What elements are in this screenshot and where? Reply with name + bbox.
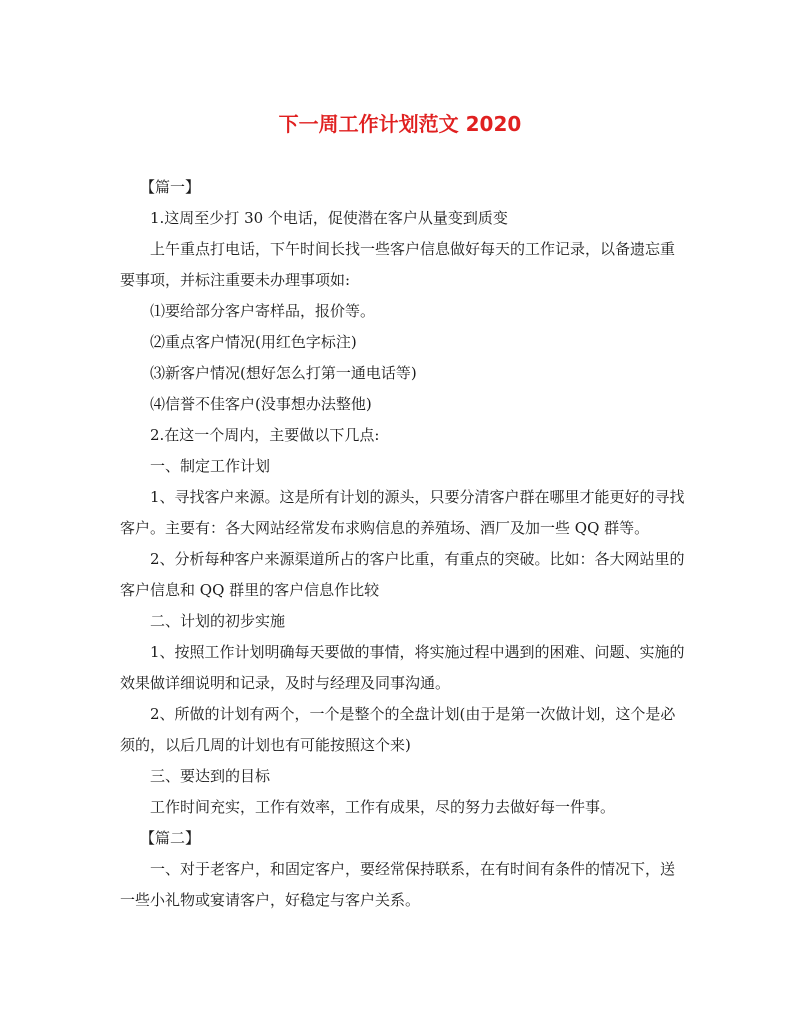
paragraph: 工作时间充实，工作有效率，工作有成果，尽的努力去做好每一件事。 (150, 798, 616, 816)
paragraph: 2、所做的计划有两个，一个是整个的全盘计划(由于是第一次做计划，这个是必须的，以后几周的计划也有可能按照这个来) (120, 705, 676, 754)
document-body (120, 172, 685, 916)
list-item: ⑴要给部分客户寄样品，报价等。 (150, 302, 376, 320)
paragraph: 一、对于老客户，和固定客户，要经常保持联系，在有时间有条件的情况下，送一些小礼物或宴请客户，好稳定与客户关系。 (120, 860, 676, 909)
paragraph: 1.这周至少打 30 个电话，促使潜在客户从量变到质变 (150, 209, 508, 227)
paragraph: 2.在这一个周内，主要做以下几点: (150, 426, 380, 444)
paragraph: 2、分析每种客户来源渠道所占的客户比重，有重点的突破。比如：各大网站里的客户信息和 QQ 群里的客户信息作比较 (120, 550, 685, 599)
section-heading-1: 【篇一】 (140, 178, 201, 196)
paragraph: 1、寻找客户来源。这是所有计划的源头，只要分清客户群在哪里才能更好的寻找客户。主要有：各大网站经常发布求购信息的养殖场、酒厂及加一些 QQ 群等。 (120, 488, 685, 537)
paragraph: 上午重点打电话，下午时间长找一些客户信息做好每天的工作记录，以备遗忘重要事项，并标注重要未办理事项如: (120, 240, 676, 289)
section-heading-2: 【篇二】 (140, 829, 201, 847)
paragraph: 1、按照工作计划明确每天要做的事情，将实施过程中遇到的困难、问题、实施的效果做详细说明和记录，及时与经理及同事沟通。 (120, 643, 685, 692)
list-item: ⑵重点客户情况(用红色字标注) (150, 333, 357, 351)
list-item: ⑶新客户情况(想好怎么打第一通电话等) (150, 364, 417, 382)
subheading: 二、计划的初步实施 (150, 612, 286, 630)
subheading: 三、要达到的目标 (150, 767, 271, 785)
subheading: 一、制定工作计划 (150, 457, 271, 475)
list-item: ⑷信誉不佳客户(没事想办法整他) (150, 395, 372, 413)
document-title: 下一周工作计划范文 2020 (278, 112, 522, 136)
